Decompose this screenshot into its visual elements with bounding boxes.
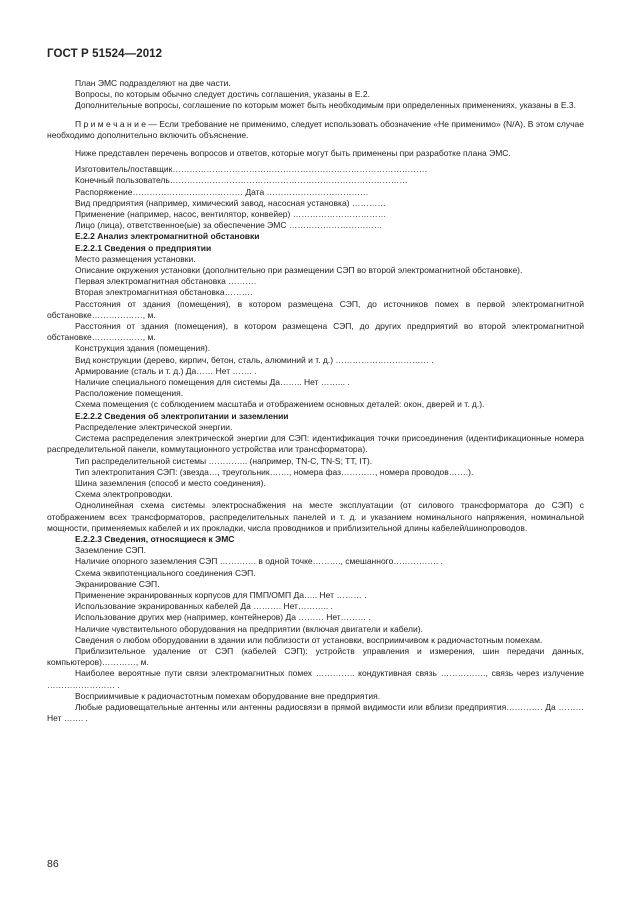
form-field-line: Конечный пользователь………………………………………………………………………… — [75, 175, 408, 186]
subsection-heading: Е.2.2.3 Сведения, относящиеся к ЭМС — [75, 533, 235, 544]
paragraph: Наиболее вероятные пути связи электромагнитных помех ………….. кондуктивная связь ……………., связь через излучение …………………… . — [47, 668, 584, 690]
page-number: 86 — [47, 858, 59, 870]
paragraph: Первая электромагнитная обстановка ………. — [75, 276, 257, 287]
spacer — [47, 141, 584, 148]
paragraph: Использование других мер (например, контейнеров) Да ……… Нет……… . — [75, 612, 371, 623]
paragraph: Схема электропроводки. — [75, 489, 173, 500]
paragraph: Применение экранированных корпусов для ПМП/ОМП Да….. Нет ……… . — [75, 589, 367, 600]
paragraph: Тип электропитания СЭП: (звезда…, треугольник……., номера фаз…………, номера проводов…….). — [75, 466, 474, 477]
paragraph: Приблизительное удаление от СЭП (кабелей СЭП): устройств управления и измерения, шин передачи данных, компьютеров)…………, м. — [47, 645, 584, 668]
paragraph: Использование экранированных кабелей Да ………. Нет……….. . — [75, 601, 333, 612]
paragraph: Любые радиовещательные антенны или антенны радиосвязи в прямой видимости или вблизи предприятия…………. Да ……… Нет ……. . — [47, 701, 584, 724]
form-field-line: Применение (например, насос, вентилятор, конвейер) …………………………… — [75, 209, 387, 220]
paragraph: Ниже представлен перечень вопросов и ответов, которые могут быть применены при разработке плана ЭМС. — [75, 148, 511, 159]
paragraph: Экранирование СЭП. — [75, 578, 160, 589]
paragraph: Заземление СЭП. — [75, 545, 146, 556]
section-heading: Е.2.2 Анализ электромагнитной обстановки — [75, 231, 260, 242]
paragraph: Армирование (сталь и т. д.) Да…… Нет ……. . — [75, 365, 257, 376]
paragraph: Восприимчивые к радиочастотным помехам оборудование вне предприятия. — [75, 690, 381, 701]
paragraph: Расстояния от здания (помещения), в котором размещена СЭП, до других предприятий во второй электромагнитной обстановке………………, м. — [47, 321, 584, 343]
paragraph: Дополнительные вопросы, соглашение по которым может быть необходимым при определенных применениях, указаны в Е.3. — [75, 100, 577, 111]
note-paragraph: П р и м е ч а н и е — Если требование не применимо, следует использовать обозначение «Не применимо» (N/A). В этом случае необходимо дополнительно включить объяснение. — [47, 118, 584, 140]
spacer — [47, 112, 584, 119]
paragraph: Система распределения электрической энергии для СЭП: идентификация точки присоединения (идентификационные номера распределительной панели, коммутационного устройства или трансформатора). — [47, 433, 584, 455]
paragraph: Расстояния от здания (помещения), в котором размещена СЭП, до источников помех в первой электромагнитной обстановке………………, м. — [47, 298, 584, 320]
paragraph: Наличие специального помещения для системы Да…….. Нет ……... . — [75, 377, 350, 388]
paragraph: Конструкция здания (помещения). — [75, 343, 211, 354]
paragraph: Схема эквипотенциального соединения СЭП. — [75, 567, 256, 578]
paragraph: Тип распределительной системы ………….. (например, TN-C, TN-S; TT, IT). — [75, 455, 373, 466]
form-field-line: Распоряжение………………………………… Дата ……………………………… — [75, 186, 369, 197]
standard-header: ГОСТ Р 51524—2012 — [47, 48, 163, 60]
paragraph: Вопросы, по которым обычно следует достичь соглашения, указаны в Е.2. — [75, 89, 370, 100]
paragraph: Описание окружения установки (дополнительно при размещении СЭП во второй электромагнитной обстановке). — [75, 265, 523, 276]
form-field-line: Лицо (лица), ответственное(ые) за обеспечение ЭМС …………………………… — [75, 220, 383, 231]
paragraph: Схема помещения (с соблюдением масштаба и отображением основных деталей: окон, дверей и т. д.). — [75, 399, 485, 410]
form-field-line: Вид предприятия (например, химический завод, насосная установка) ………… — [75, 197, 386, 208]
paragraph: Место размещения установки. — [75, 253, 196, 264]
paragraph: Расположение помещения. — [75, 388, 184, 399]
paragraph: Распределение электрической энергии. — [75, 421, 233, 432]
paragraph: Наличие опорного заземления СЭП …………. в одной точке………., смешанного……………. . — [75, 556, 443, 567]
subsection-heading: Е.2.2.1 Сведения о предприятии — [75, 242, 212, 253]
subsection-heading: Е.2.2.2 Сведения об электропитании и заземлении — [75, 410, 289, 421]
paragraph: Шина заземления (способ и место соединения). — [75, 477, 266, 488]
form-field-line: Изготовитель/поставщик……………………………………………………………………………… — [75, 164, 428, 175]
document-body — [47, 78, 584, 724]
paragraph: Сведения о любом оборудовании в здании или поблизости от установки, восприимчивом к радиочастотным помехам. — [75, 634, 543, 645]
paragraph: Вторая электромагнитная обстановка………. — [75, 287, 253, 298]
paragraph: План ЭМС подразделяют на две части. — [75, 78, 231, 88]
paragraph: Вид конструкции (дерево, кирпич, бетон, сталь, алюминий и т. д.) …………………………… . — [75, 354, 434, 365]
paragraph: Однолинейная схема системы электроснабжения на месте эксплуатации (от силового трансформатора до СЭП) с отображением всех трансформаторов, распределительных панелей и т. д. и указанием номинального напряжения, номинальной мощности, применяемых кабелей и их прокладки, числа проводников и приблизительной длины кабелей/шинопроводов. — [47, 500, 584, 533]
paragraph: Наличие чувствительного оборудования на предприятии (включая двигатели и кабели). — [75, 623, 423, 634]
